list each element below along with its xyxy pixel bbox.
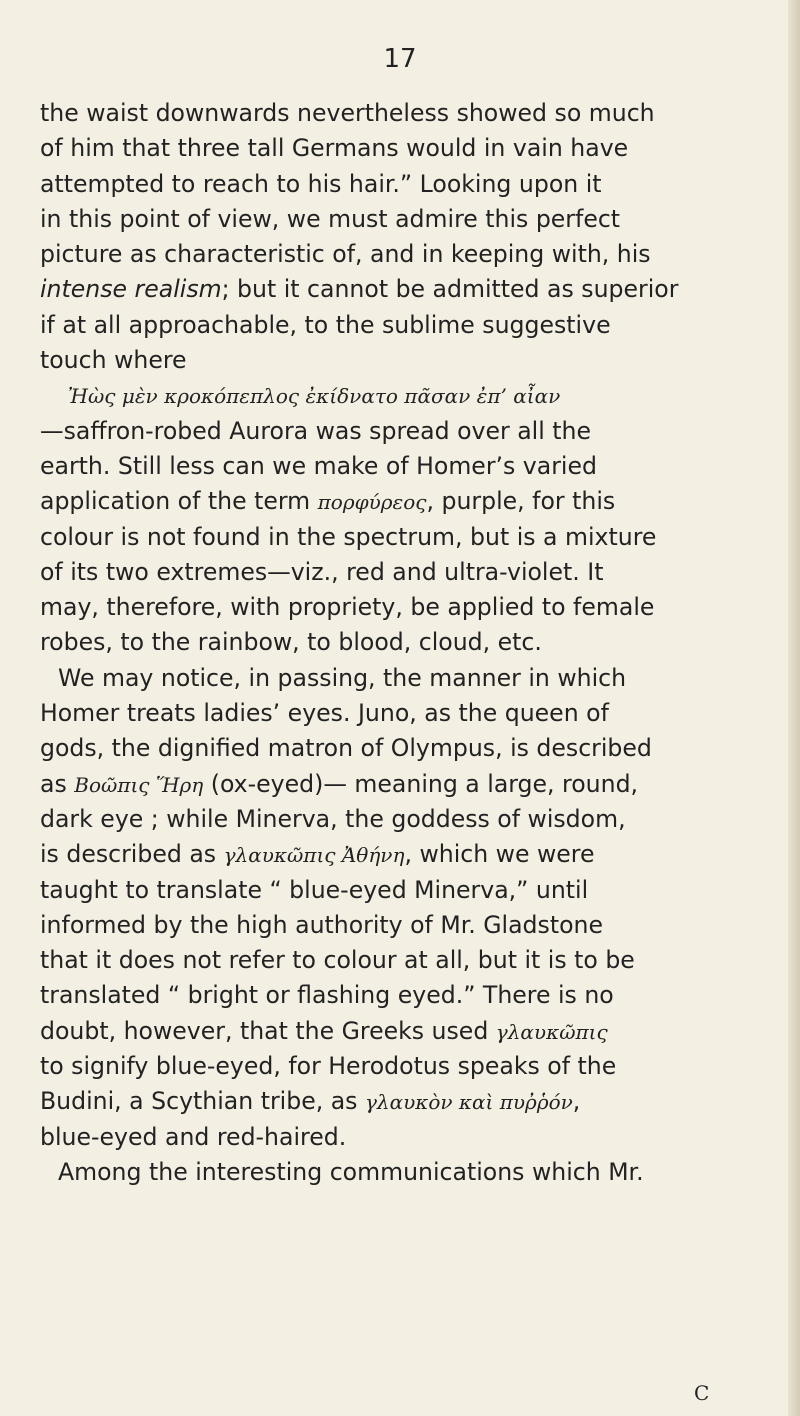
line-text: Homer treats ladies’ eyes. Juno, as the queen of — [40, 699, 609, 728]
text-line — [40, 202, 760, 237]
text-line — [40, 378, 760, 413]
text-line — [40, 978, 760, 1013]
line-text: earth. Still less can we make of Homer’s varied — [40, 451, 597, 480]
text-line — [40, 1155, 760, 1190]
body-text — [40, 96, 760, 1190]
line-text: application of the term — [40, 487, 318, 516]
line-text: gods, the dignified matron of Olympus, is described — [40, 734, 652, 763]
line-text: if at all approachable, to the sublime suggestive — [40, 310, 611, 339]
greek-text: Βοῶπις Ἥρη — [74, 772, 204, 797]
greek-text: πορφύρεος — [317, 490, 427, 515]
text-line — [40, 167, 760, 202]
text-line — [40, 625, 760, 660]
line-text: picture as characteristic of, and in keeping with, his — [40, 240, 651, 269]
line-text: doubt, however, that the Greeks used — [40, 1016, 496, 1045]
text-line — [40, 802, 760, 837]
line-text: —saffron-robed Aurora was spread over all the — [40, 416, 591, 445]
text-line — [40, 555, 760, 590]
text-line — [40, 308, 760, 343]
greek-text: γλαυκῶπις Ἀθήνη — [223, 843, 405, 868]
line-text: informed by the high authority of Mr. Gladstone — [40, 910, 603, 939]
greek-text: γλαυκὸν καὶ πυῤῥόν — [364, 1090, 573, 1115]
line-text: robes, to the rainbow, to blood, cloud, etc. — [40, 628, 542, 657]
italic-text: intense realism — [40, 275, 222, 304]
text-line — [40, 731, 760, 766]
text-line — [40, 237, 760, 272]
line-text: (ox-eyed)— meaning a large, round, — [203, 769, 639, 798]
line-text: of its two extremes—viz., red and ultra-violet. It — [40, 557, 604, 586]
line-text: may, therefore, with propriety, be applied to female — [40, 593, 655, 622]
line-text: that it does not refer to colour at all, but it is to be — [40, 946, 635, 975]
line-text: dark eye ; while Minerva, the goddess of wisdom, — [40, 804, 626, 833]
line-text: taught to translate “ blue-eyed Minerva,” until — [40, 875, 589, 904]
line-text: Budini, a Scythian tribe, as — [40, 1087, 365, 1116]
line-text: attempted to reach to his hair.” Looking upon it — [40, 169, 602, 198]
text-line — [40, 96, 760, 131]
line-text: Among the interesting communications which Mr. — [58, 1157, 644, 1186]
text-line — [40, 1084, 760, 1119]
line-text: translated “ bright or flashing eyed.” There is no — [40, 981, 614, 1010]
greek-text: γλαυκῶπις — [495, 1019, 608, 1044]
text-line — [40, 131, 760, 166]
line-text: of him that three tall Germans would in vain have — [40, 134, 629, 163]
line-text: , which we were — [404, 840, 595, 869]
text-line — [40, 414, 760, 449]
line-text: in this point of view, we must admire this perfect — [40, 204, 621, 233]
text-line — [40, 272, 760, 307]
line-text: touch where — [40, 346, 187, 375]
line-text: blue-eyed and red-haired. — [40, 1122, 347, 1151]
line-text: the waist downwards nevertheless showed so much — [40, 99, 655, 127]
text-line — [40, 661, 760, 696]
line-text: , purple, for this — [426, 487, 616, 516]
greek-text: Ἠὼς μὲν κροκόπεπλος ἐκίδνατο πᾶσαν ἐπ’ αἶαν — [68, 384, 561, 409]
text-line — [40, 837, 760, 872]
text-line — [40, 943, 760, 978]
text-line — [40, 767, 760, 802]
page-edge — [788, 0, 800, 1416]
text-line — [40, 343, 760, 378]
text-line — [40, 1049, 760, 1084]
text-line — [40, 873, 760, 908]
page-number: 17 — [383, 44, 417, 74]
line-text: to signify blue-eyed, for Herodotus speaks of the — [40, 1052, 617, 1081]
line-text: as — [40, 769, 75, 798]
line-text: colour is not found in the spectrum, but is a mixture — [40, 522, 657, 551]
text-line — [40, 484, 760, 519]
text-line — [40, 520, 760, 555]
text-line — [40, 1014, 760, 1049]
text-line — [40, 1120, 760, 1155]
line-text: We may notice, in passing, the manner in which — [58, 663, 627, 692]
text-line — [40, 908, 760, 943]
line-text: , — [572, 1087, 581, 1116]
text-line — [40, 449, 760, 484]
line-text: ; but it cannot be admitted as superior — [221, 275, 679, 304]
text-line — [40, 590, 760, 625]
text-line — [40, 696, 760, 731]
line-text: is described as — [40, 840, 224, 869]
signature-mark: C — [694, 1381, 710, 1405]
